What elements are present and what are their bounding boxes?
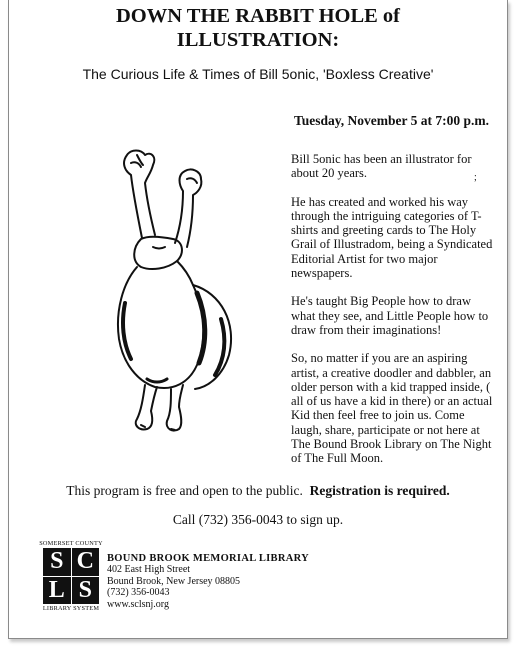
logo-letter: C [72,548,100,576]
title-line-2: ILLUSTRATION: [176,29,340,51]
free-text: This program is free and open to the public. [66,483,303,498]
library-website: www.sclsnj.org [107,598,169,610]
library-phone: (732) 356-0043 [107,587,170,599]
flyer-page [8,0,508,639]
flyer-title [9,4,507,52]
paragraph-teaching: He's taught Big People how to draw what they see, and Little People how to draw from their imaginations! [291,294,489,337]
library-street: 402 East High Street [107,564,191,576]
logo-letter: L [43,577,71,605]
cartoon-rabbit-illustration [97,143,242,435]
registration-notice: Registration is required. [309,483,450,498]
paragraph-invitation: So, no matter if you are an aspiring artist, a creative doodler and dabbler, an older person with a kid trapped inside, ( all of us have a kid in there) or an actual Kid then feel free to join us. Come laugh, share, participate or not here at The Bound Brook Library on The Night of The Full Moon. [291,351,493,466]
paragraph-intro: Bill 5onic has been an illustrator for about 20 years. [291,152,472,181]
stray-mark: ; [474,172,477,183]
scls-logo [35,540,107,612]
library-city: Bound Brook, New Jersey 08805 [107,575,241,587]
call-to-signup: Call (732) 356-0043 to sign up. [172,512,344,527]
logo-letter: S [43,548,71,576]
library-address-block [107,553,309,610]
event-date: Tuesday, November 5 at 7:00 p.m. [294,113,490,128]
logo-letter-grid [43,548,99,604]
program-info [9,483,507,499]
logo-letter: S [72,577,100,605]
paragraph-career: He has created and worked his way through the intriguing categories of T-shirts and greeting cards to The Holy Grail of Illustradom, being a Syndicated Editorial Artist for two major newspapers. [291,194,493,281]
title-line-1: DOWN THE RABBIT HOLE of [115,5,401,27]
library-name: BOUND BROOK MEMORIAL LIBRARY [107,553,310,564]
logo-top-text: SOMERSET COUNTY [39,540,103,547]
flyer-subtitle: The Curious Life & Times of Bill 5onic, 'Boxless Creative' [82,66,434,82]
event-description [291,152,497,480]
logo-bottom-text: LIBRARY SYSTEM [42,605,100,612]
